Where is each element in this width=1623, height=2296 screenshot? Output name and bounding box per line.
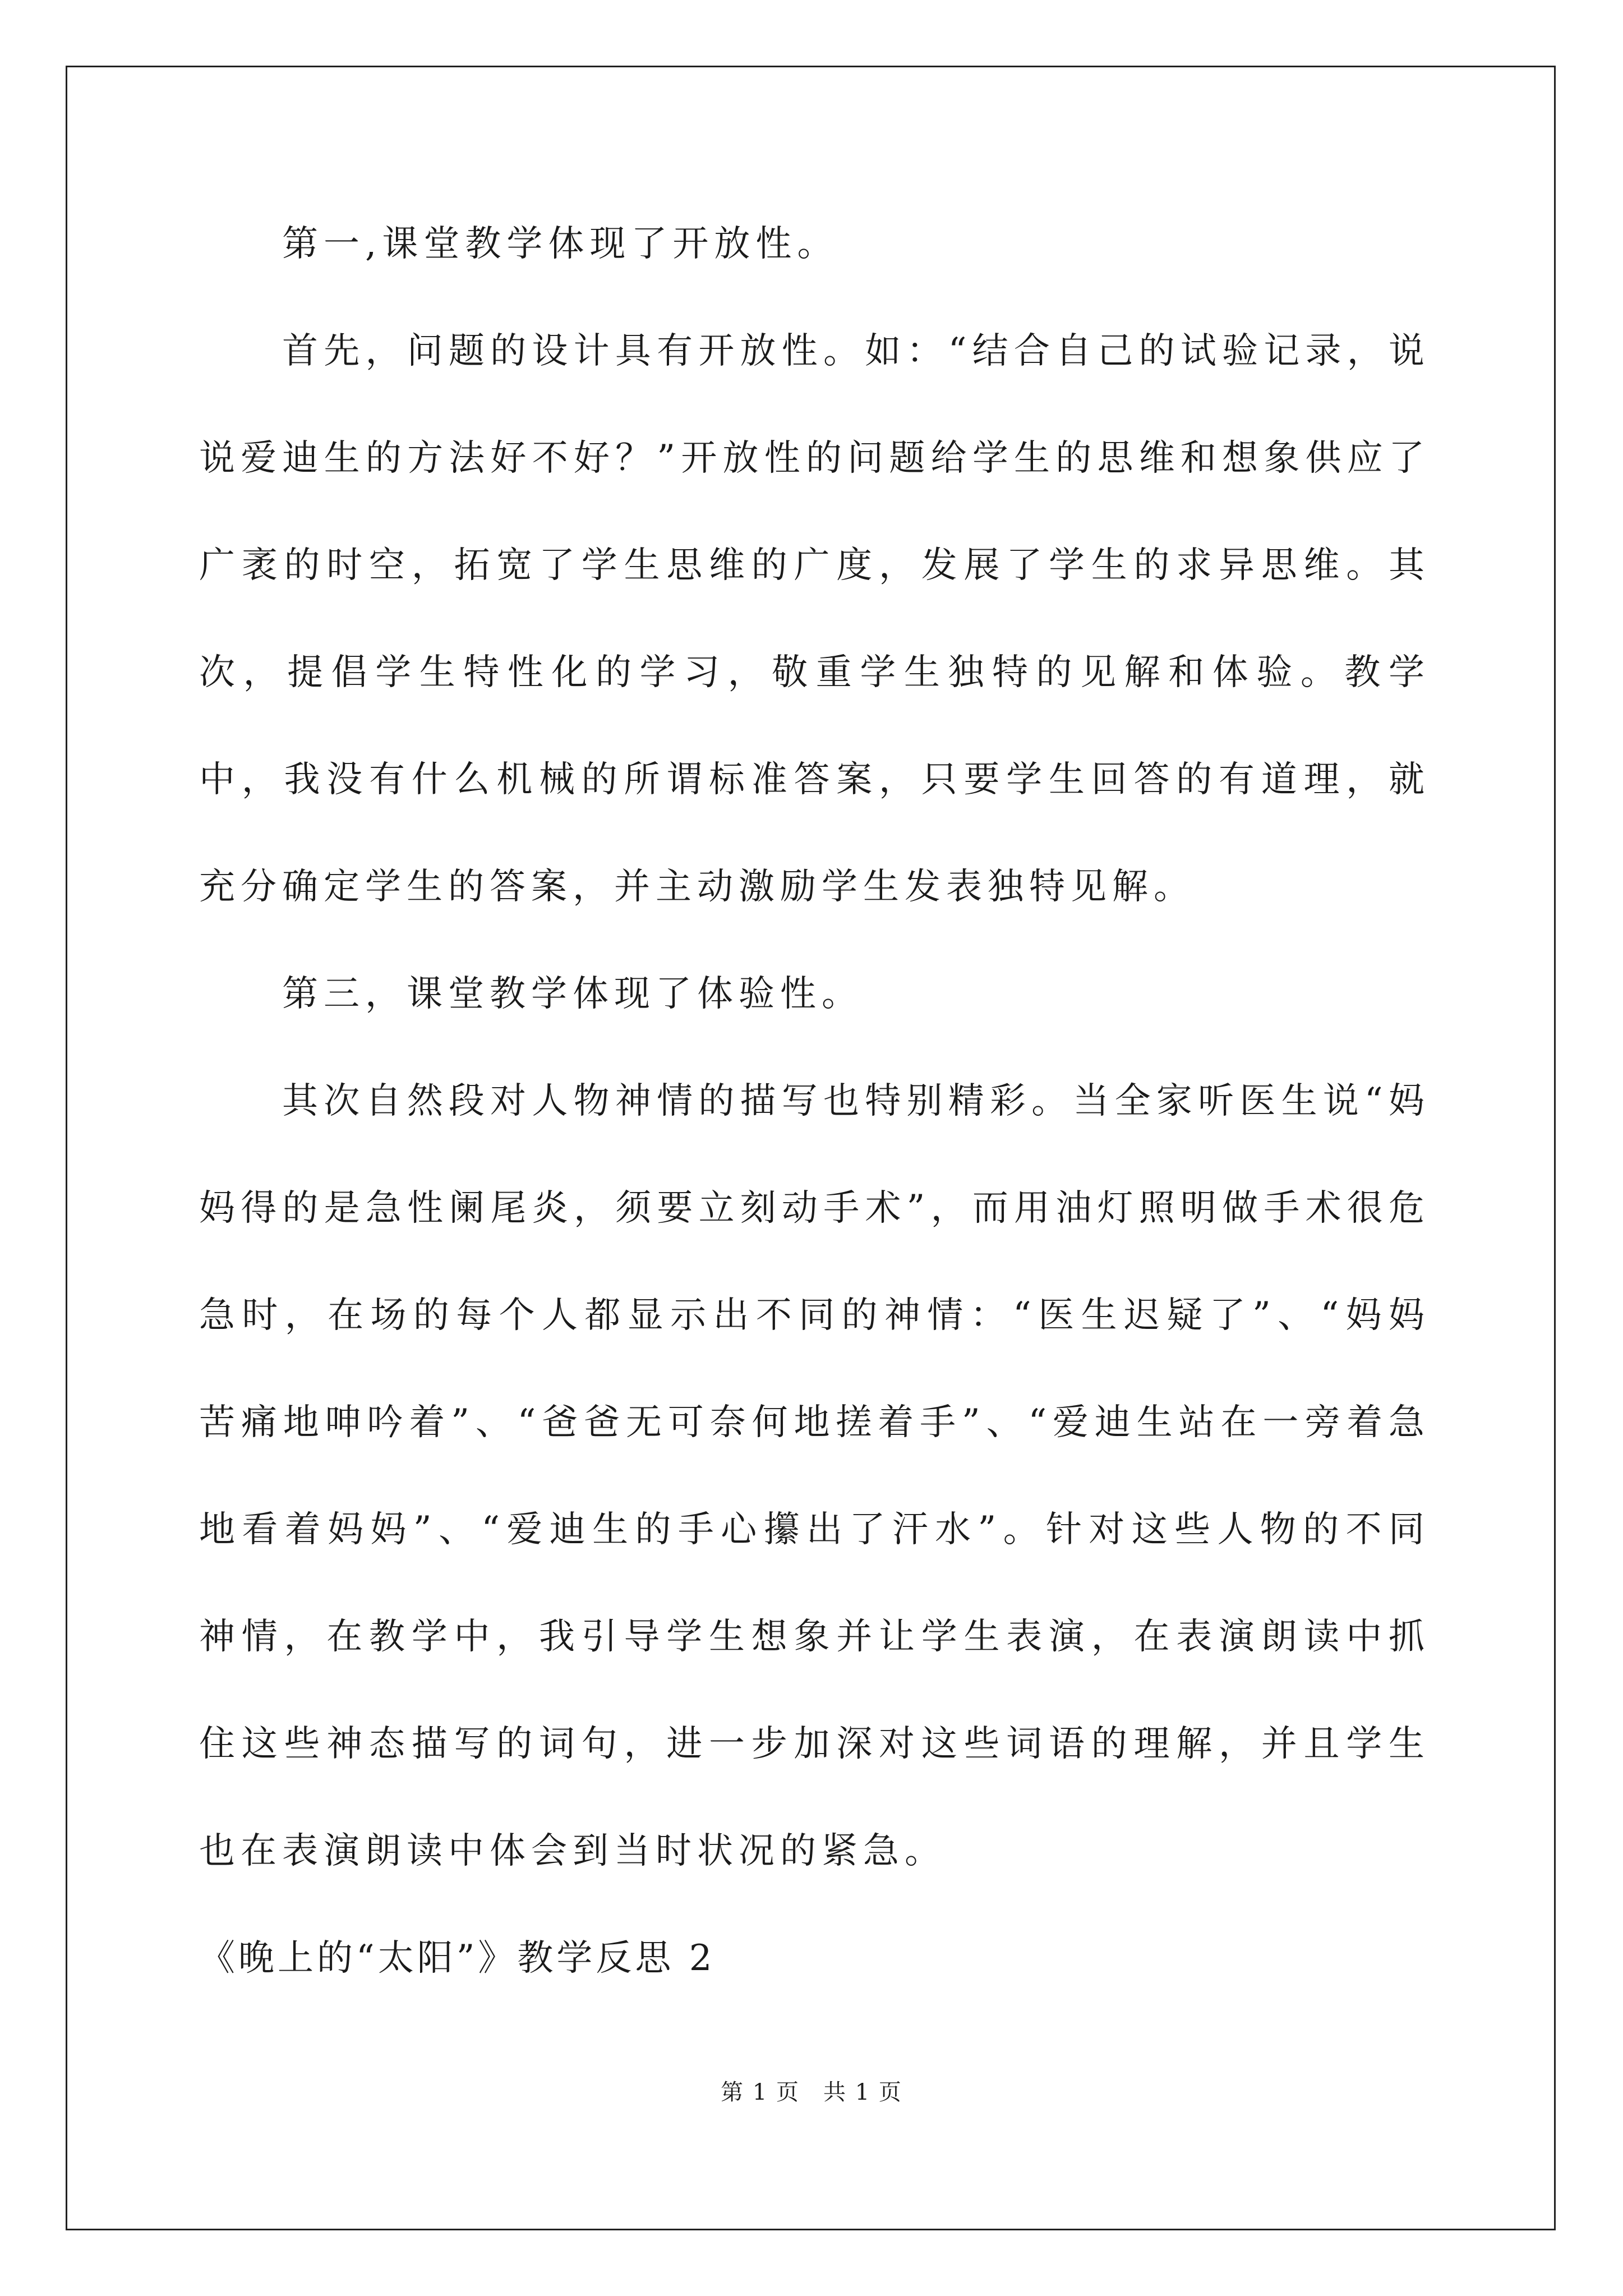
paragraph-2: 首先，问题的设计具有开放性。如：“结合自己的试验记录，说说爱迪生的方法好不好？”开放性的问题给学生的思维和想象供应了广袤的时空，拓宽了学生思维的广度，发展了学生的求异思维。其次，提倡学生特性化的学习，敬重学生独特的见解和体验。教学中，我没有什么机械的所谓标准答案，只要学生回答的有道理，就充分确定学生的答案，并主动激励学生发表独特见解。 (199, 330, 1430, 908)
document-body (199, 191, 1430, 2012)
paragraph-3: 第三，课堂教学体现了体验性。 (282, 973, 863, 1015)
paragraph-4: 其次自然段对人物神情的描写也特别精彩。当全家听医生说“妈妈得的是急性阑尾炎，须要立刻动手术”，而用油灯照明做手术很危急时，在场的每个人都显示出不同的神情：“医生迟疑了”、“妈妈苦痛地呻吟着”、“爸爸无可奈何地搓着手”、“爱迪生站在一旁着急地看着妈妈”、“爱迪生的手心攥出了汗水”。针对这些人物的不同神情，在教学中，我引导学生想象并让学生表演，在表演朗读中抓住这些神态描写的词句，进一步加深对这些词语的理解，并且学生也在表演朗读中体会到当时状况的紧急。 (199, 1080, 1430, 1872)
section-heading: 《晚上的“太阳”》教学反思 2 (199, 1938, 716, 1979)
page-footer: 第 1 页 共 1 页 (721, 2079, 902, 2105)
paragraph-1: 第一,课堂教学体现了开放性。 (282, 223, 839, 265)
